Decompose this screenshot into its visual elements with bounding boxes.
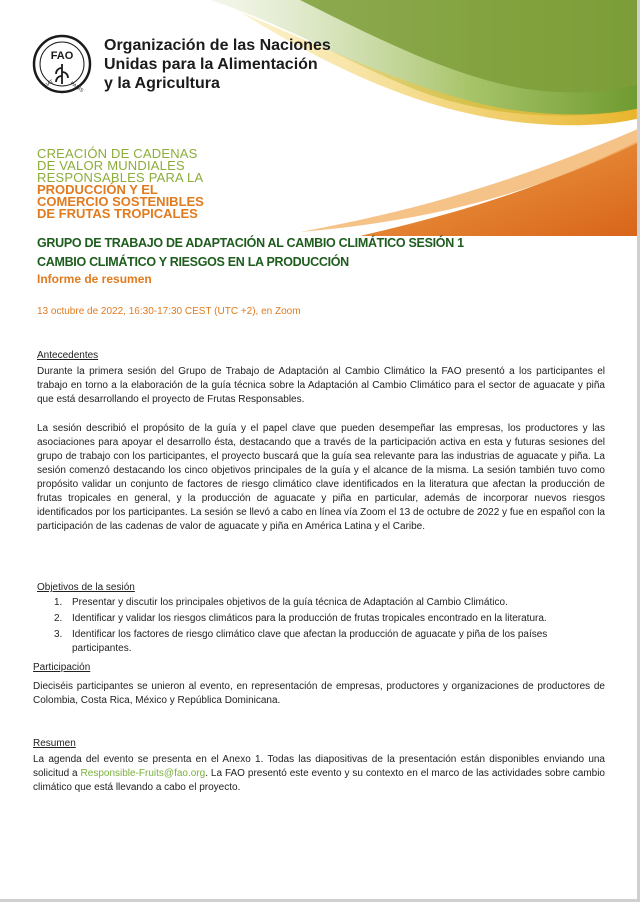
objetivos-label: Objetivos de la sesión — [37, 582, 135, 593]
objectives-list — [54, 596, 594, 658]
list-item-text: Identificar y validar los riesgos climáticos para la producción de frutas tropicales encontrado en la literatura. — [72, 613, 547, 624]
list-item — [54, 628, 594, 656]
org-name-line2: Unidas para la Alimentación — [104, 56, 318, 73]
contact-email-link[interactable]: Responsible-Fruits@fao.org — [80, 768, 206, 779]
project-title-line4: PRODUCCIÓN Y EL — [37, 182, 158, 197]
project-title-line6: DE FRUTAS TROPICALES — [37, 206, 198, 221]
project-title-line3: RESPONSABLES PARA LA — [37, 170, 204, 185]
list-item — [54, 612, 594, 626]
resumen-text-after: . La FAO presentó este evento y su contexto en el marco de las actividades sobre cambio climático que está llevando a cabo el proyecto. — [33, 768, 605, 793]
participacion-paragraph: Dieciséis participantes se unieron al evento, en representación de empresas, productores y organizaciones de productores de Colombia, Costa Rica, México y República Dominicana. — [33, 681, 605, 706]
svg-text:FAO: FAO — [50, 50, 74, 62]
antecedentes-paragraph-2: La sesión describió el propósito de la guía y el papel clave que pueden desempeñar las empresas, los productores y las asociaciones para apoyar el desarrollo ésta, destacando que a través de la participación activa en esta y futuras sesiones del grupo de trabajo con los participantes, el proyecto buscará que la guía sea relevante para las industrias de aguacate y piña. La sesión comenzó destacando los cinco objetivos principales de la guía y el alcance de la misma. La sesión también tuvo como propósito validar un conjunto de factores de riesgo climático clave identificados en la literatura que afectan la producción de frutas tropicales en general, y la producción de aguacate y piña en particular, además de incorporar nuevos riesgos identificados por los participantes. La sesión se llevó a cabo en línea vía Zoom el 13 de octubre de 2022 y fue en español con la participación de las cadenas de valor de aguacate y piña en América Latina y el Caribe. — [37, 423, 605, 532]
list-item — [54, 596, 594, 610]
antecedentes-label: Antecedentes — [37, 350, 99, 361]
resumen-label: Resumen — [33, 738, 76, 749]
list-item-text: Presentar y discutir los principales objetivos de la guía técnica de Adaptación al Cambio Climático. — [72, 597, 508, 608]
antecedentes-paragraph-1: Durante la primera sesión del Grupo de Trabajo de Adaptación al Cambio Climático la FAO presentó a los participantes el trabajo en torno a la elaboración de la guía técnica sobre la Adaptación al Cambio Climático para el sector de aguacate y piña que está desarrollando el proyecto de Frutas Responsables. — [37, 366, 605, 405]
list-item-text: Identificar los factores de riesgo climático clave que afectan la producción de aguacate y piña de los países participantes. — [72, 629, 548, 654]
participacion-label: Participación — [33, 662, 91, 673]
resumen-paragraph — [33, 753, 605, 795]
project-title-line5: COMERCIO SOSTENIBLES — [37, 194, 204, 209]
org-name-line1: Organización de las Naciones — [104, 37, 331, 54]
list-item-number: 3. — [54, 629, 63, 640]
list-item-number: 2. — [54, 613, 63, 624]
resumen-text-before: La agenda del evento se presenta en el Anexo 1. Todas las diapositivas de la presentación están disponibles enviando una solicitud a — [33, 754, 605, 779]
svg-text:FIAT: FIAT — [42, 78, 55, 90]
event-date: 13 octubre de 2022, 16:30-17:30 CEST (UTC +2), en Zoom — [37, 306, 301, 317]
organization-name — [104, 36, 364, 93]
report-subheading: Informe de resumen — [37, 272, 152, 286]
org-name-line3: y la Agricultura — [104, 75, 220, 92]
project-title-line2: DE VALOR MUNDIALES — [37, 158, 185, 173]
project-title-line1: CREACIÓN DE CADENAS — [37, 146, 198, 161]
session-topic-heading: CAMBIO CLIMÁTICO Y RIESGOS EN LA PRODUCCIÓN — [37, 255, 349, 269]
fao-logo — [32, 34, 92, 94]
session-heading: GRUPO DE TRABAJO DE ADAPTACIÓN AL CAMBIO CLIMÁTICO SESIÓN 1 — [37, 236, 464, 250]
list-item-number: 1. — [54, 597, 63, 608]
svg-text:PANIS: PANIS — [68, 80, 85, 94]
project-title — [37, 148, 277, 220]
